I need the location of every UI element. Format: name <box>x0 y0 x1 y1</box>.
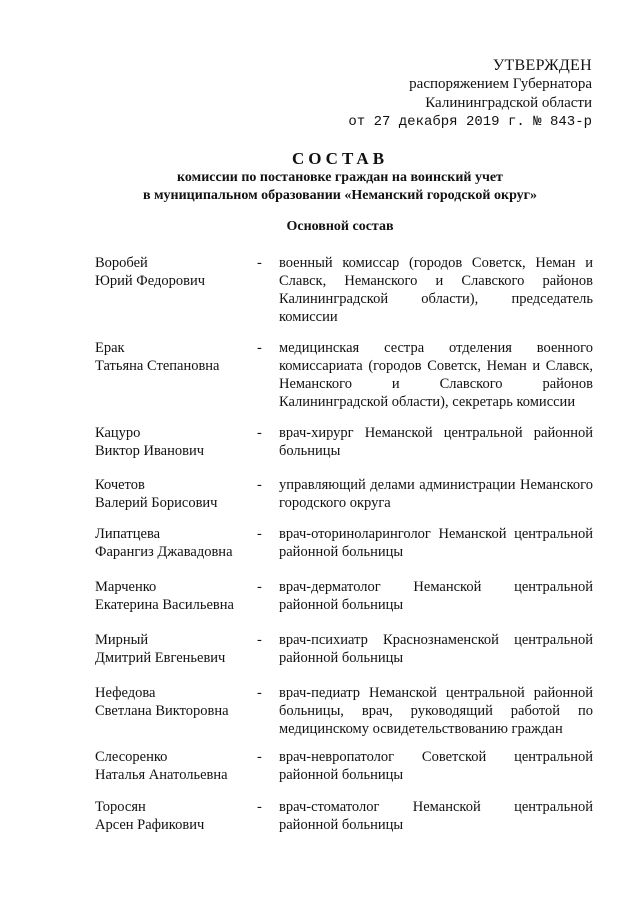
member-role: врач-психиатр Краснознаменской центральной районной больницы <box>279 632 593 666</box>
approval-stamp <box>330 56 592 132</box>
approval-date: от 27 декабря 2019 г. № 843-р <box>348 114 592 130</box>
member-role: врач-педиатр Неманской центральной районной больницы, врач, руководящий работой по медицинскому освидетельствованию граждан <box>279 685 593 737</box>
member-dash: - <box>257 579 262 595</box>
member-name <box>95 476 255 512</box>
member-role: врач-хирург Неманской центральной районной больницы <box>279 425 593 459</box>
approval-title: УТВЕРЖДЕН <box>492 57 592 74</box>
member-given-name: Дмитрий Евгеньевич <box>95 650 226 666</box>
section-heading: Основной состав <box>286 219 394 234</box>
approval-line-1: распоряжением Губернатора <box>409 76 592 92</box>
approval-line-2: Калининградской области <box>425 95 592 111</box>
member-surname: Воробей <box>95 255 148 271</box>
member-surname: Торосян <box>95 799 146 815</box>
member-role: медицинская сестра отделения военного комиссариата (городов Советск, Неман и Славск, Неманского и Славского районов Калининградской области), секретарь комиссии <box>279 340 593 410</box>
member-role: врач-оториноларинголог Неманской центральной районной больницы <box>279 526 593 560</box>
member-role: врач-дерматолог Неманской центральной районной больницы <box>279 579 593 613</box>
member-role: управляющий делами администрации Неманского городского округа <box>279 477 593 511</box>
member-surname: Мирный <box>95 632 149 648</box>
member-dash: - <box>257 685 262 701</box>
document-subtitle-line-2: в муниципальном образовании «Неманский городской округ» <box>142 188 538 203</box>
member-name <box>95 525 255 561</box>
member-role: военный комиссар (городов Советск, Неман и Славск, Неманского и Славского районов Калининградской области), председатель комиссии <box>279 255 593 325</box>
member-name <box>95 254 255 290</box>
member-given-name: Екатерина Васильевна <box>95 597 234 613</box>
document-title: СОСТАВ <box>291 149 389 168</box>
member-dash: - <box>257 749 262 765</box>
member-role: врач-невропатолог Советской центральной районной больницы <box>279 749 593 783</box>
member-name <box>95 748 255 784</box>
member-given-name: Виктор Иванович <box>95 443 205 459</box>
member-surname: Кацуро <box>95 425 141 441</box>
member-given-name: Татьяна Степановна <box>95 358 220 374</box>
member-name <box>95 798 255 834</box>
member-given-name: Наталья Анатольевна <box>95 767 228 783</box>
member-name <box>95 339 255 375</box>
member-given-name: Светлана Викторовна <box>95 703 229 719</box>
member-dash: - <box>257 425 262 441</box>
member-surname: Нефедова <box>95 685 156 701</box>
member-dash: - <box>257 632 262 648</box>
member-given-name: Юрий Федорович <box>95 273 206 289</box>
member-dash: - <box>257 340 262 356</box>
member-role: врач-стоматолог Неманской центральной районной больницы <box>279 799 593 833</box>
member-name <box>95 631 255 667</box>
member-surname: Марченко <box>95 579 157 595</box>
member-surname: Липатцева <box>95 526 161 542</box>
member-name <box>95 578 255 614</box>
member-name <box>95 424 255 460</box>
member-given-name: Валерий Борисович <box>95 495 218 511</box>
member-surname: Слесоренко <box>95 749 168 765</box>
member-given-name: Фарангиз Джавадовна <box>95 544 233 560</box>
member-surname: Ерак <box>95 340 125 356</box>
member-dash: - <box>257 477 262 493</box>
member-dash: - <box>257 526 262 542</box>
document-subtitle-line-1: комиссии по постановке граждан на воинский учет <box>177 170 503 185</box>
member-given-name: Арсен Рафикович <box>95 817 205 833</box>
member-name <box>95 684 255 720</box>
member-surname: Кочетов <box>95 477 145 493</box>
member-dash: - <box>257 255 262 271</box>
member-dash: - <box>257 799 262 815</box>
